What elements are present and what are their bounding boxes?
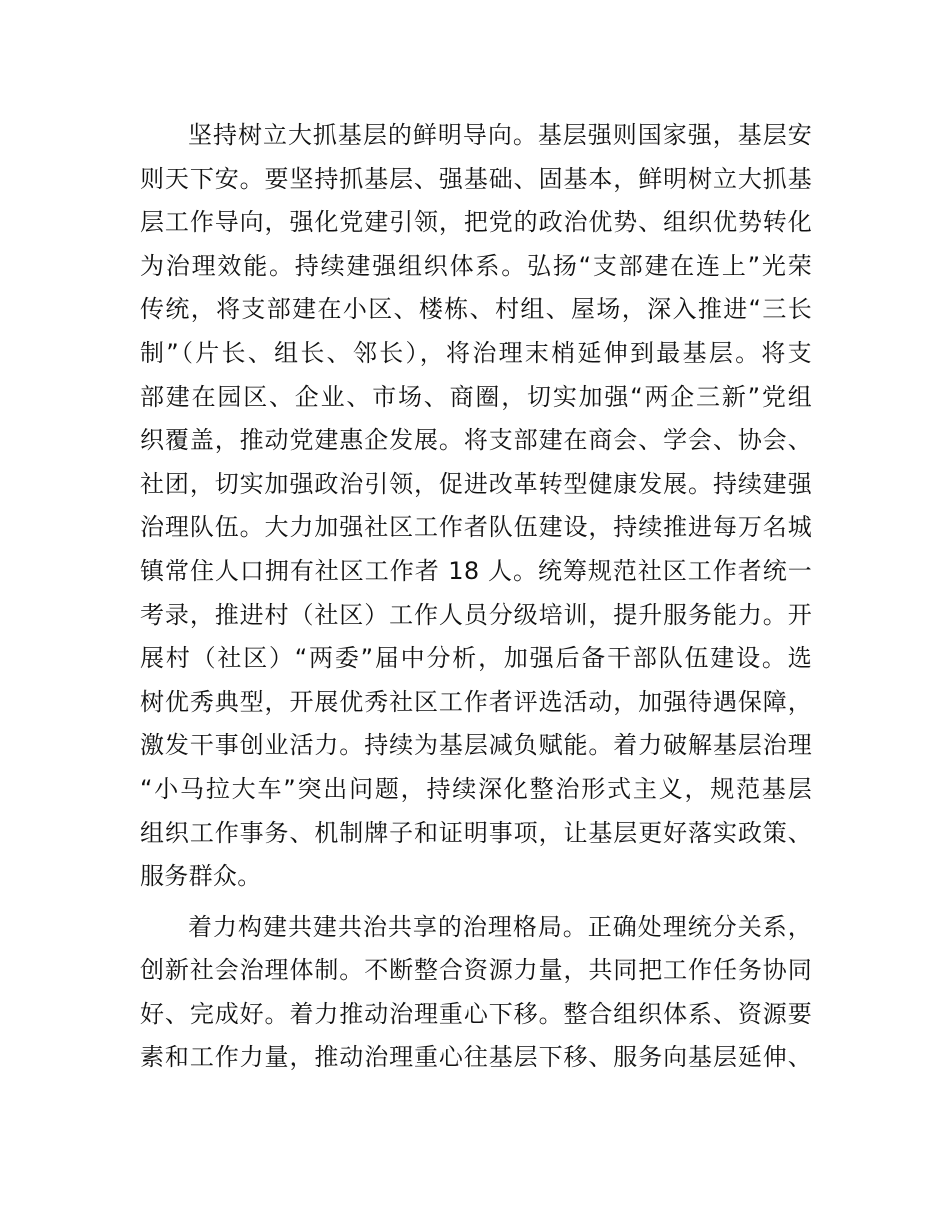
paragraph-2	[140, 906, 812, 1080]
text-line: 组织工作事务、机制牌子和证明事项，让基层更好落实政策、	[140, 818, 812, 847]
text-line: 激发干事创业活力。持续为基层减负赋能。着力破解基层治理	[140, 731, 812, 760]
document-body	[140, 114, 812, 1080]
text-line: 社团，切实加强政治引领，促进改革转型健康发展。持续建强	[140, 469, 812, 498]
text-line: 考录，推进村（社区）工作人员分级培训，提升服务能力。开	[140, 600, 812, 629]
text-line: 服务群众。	[140, 862, 262, 891]
paragraph-1	[140, 114, 812, 899]
text-line: 层工作导向，强化党建引领，把党的政治优势、组织优势转化	[140, 208, 812, 237]
text-line: 好、完成好。着力推动治理重心下移。整合组织体系、资源要	[140, 999, 812, 1028]
text-line: 着力构建共建共治共享的治理格局。正确处理统分关系，	[188, 912, 812, 941]
text-line: 镇常住人口拥有社区工作者 18 人。统筹规范社区工作者统一	[140, 556, 812, 585]
text-line: 传统，将支部建在小区、楼栋、村组、屋场，深入推进“三长	[140, 295, 812, 324]
text-line: 部建在园区、企业、市场、商圈，切实加强“两企三新”党组	[140, 382, 812, 411]
text-line: 制”（片长、组长、邻长），将治理末梢延伸到最基层。将支	[140, 338, 812, 367]
text-line: 则天下安。要坚持抓基层、强基础、固基本，鲜明树立大抓基	[140, 164, 812, 193]
text-line: 治理队伍。大力加强社区工作者队伍建设，持续推进每万名城	[140, 513, 812, 542]
text-line: 织覆盖，推动党建惠企发展。将支部建在商会、学会、协会、	[140, 426, 812, 455]
text-line: 创新社会治理体制。不断整合资源力量，共同把工作任务协同	[140, 956, 812, 985]
text-line: 展村（社区）“两委”届中分析，加强后备干部队伍建设。选	[140, 644, 812, 673]
text-line: 为治理效能。持续建强组织体系。弘扬“支部建在连上”光荣	[140, 251, 812, 280]
text-line: 素和工作力量，推动治理重心往基层下移、服务向基层延伸、	[140, 1043, 812, 1072]
text-line: “小马拉大车”突出问题，持续深化整治形式主义，规范基层	[140, 774, 812, 803]
text-line: 坚持树立大抓基层的鲜明导向。基层强则国家强，基层安	[188, 121, 812, 149]
text-line: 树优秀典型，开展优秀社区工作者评选活动，加强待遇保障，	[140, 687, 812, 716]
